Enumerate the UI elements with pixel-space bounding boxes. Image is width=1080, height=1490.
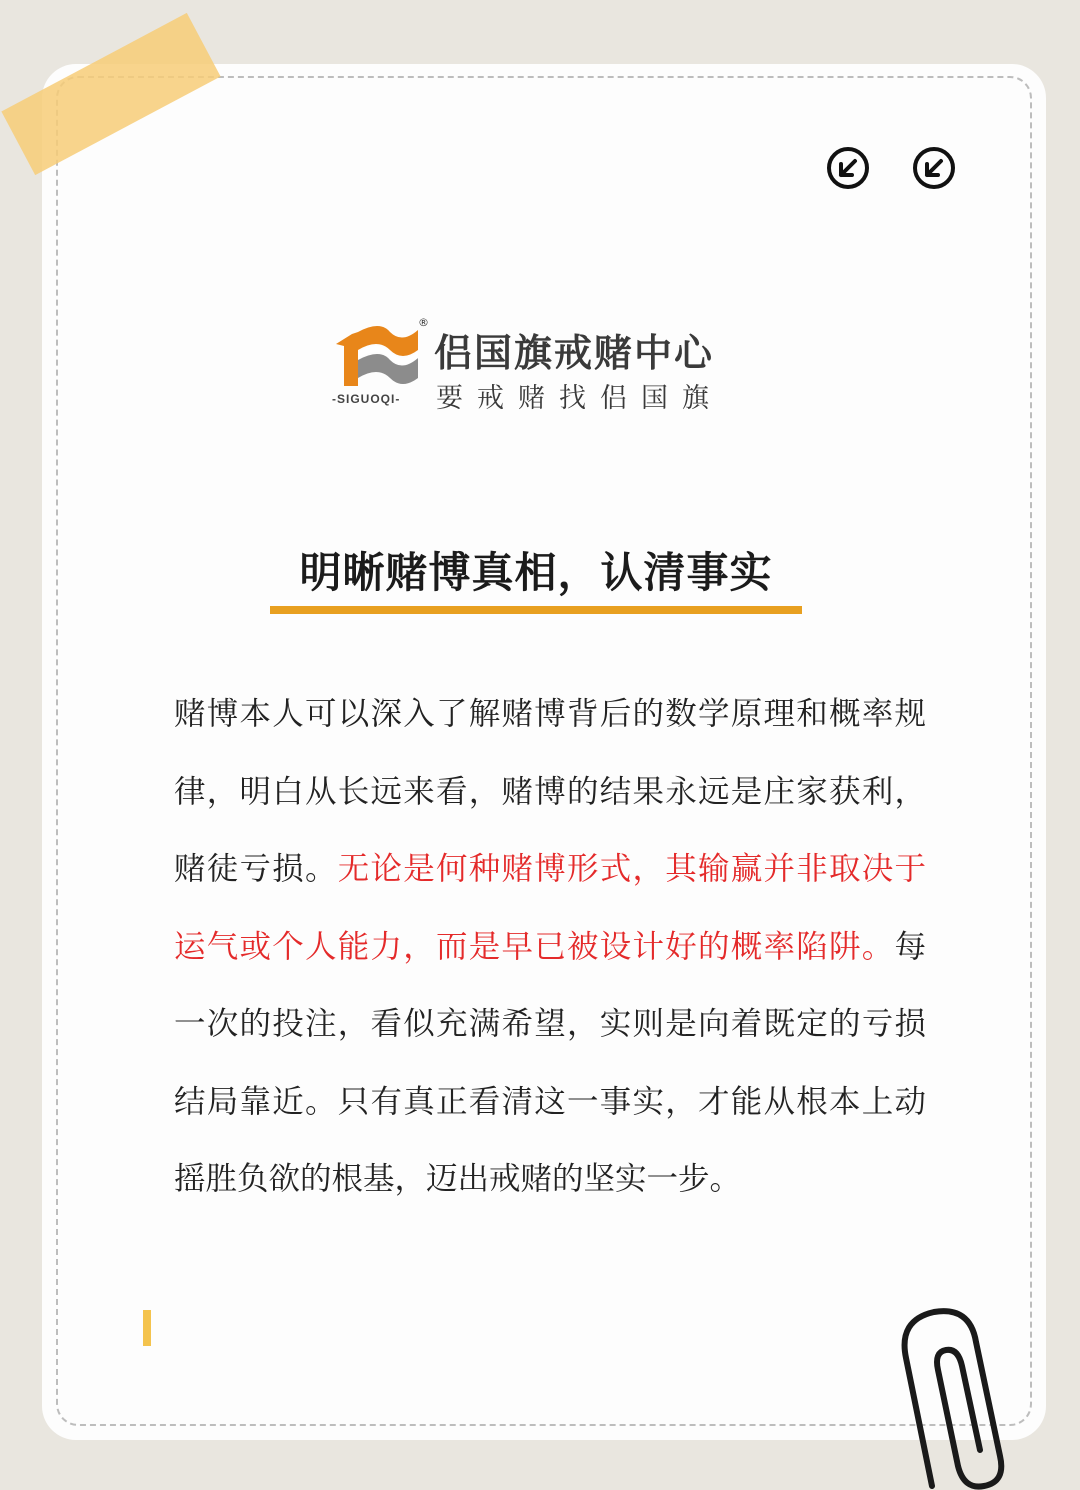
arrow-down-left-icon <box>826 146 870 190</box>
brand-logo <box>330 316 750 416</box>
paperclip-icon <box>884 1300 1014 1490</box>
yellow-side-marker <box>143 1310 151 1346</box>
body-paragraph <box>174 676 926 1219</box>
title-underline <box>270 606 802 614</box>
registered-mark: ® <box>418 316 429 329</box>
brand-latin-name: -SIGUOQI- <box>332 392 401 406</box>
body-text-part-1: 赌博本人可以深入了解赌博背后的数学原理和概率规律，明白从长远来看，赌博的结果永远是庄家获利，赌徒亏损。 <box>174 696 926 887</box>
page-title: 明晰赌博真相，认清事实 <box>299 548 773 597</box>
body-highlight-text: 无论是何种赌博形式，其输赢并非取决于运气或个人能力，而是早已被设计好的概率陷阱。 <box>174 851 926 965</box>
brand-slogan: 要戒赌找侣国旗 <box>436 383 723 414</box>
arrow-down-left-icon <box>912 146 956 190</box>
flag-logo-icon <box>330 316 430 400</box>
body-text-part-2: 每一次的投注，看似充满希望，实则是向着既定的亏损结局靠近。只有真正看清这一事实，才能从根本上动摇胜负欲的根基，迈出戒赌的坚实一步。 <box>174 928 926 1197</box>
brand-name: 侣国旗戒赌中心 <box>434 331 715 375</box>
